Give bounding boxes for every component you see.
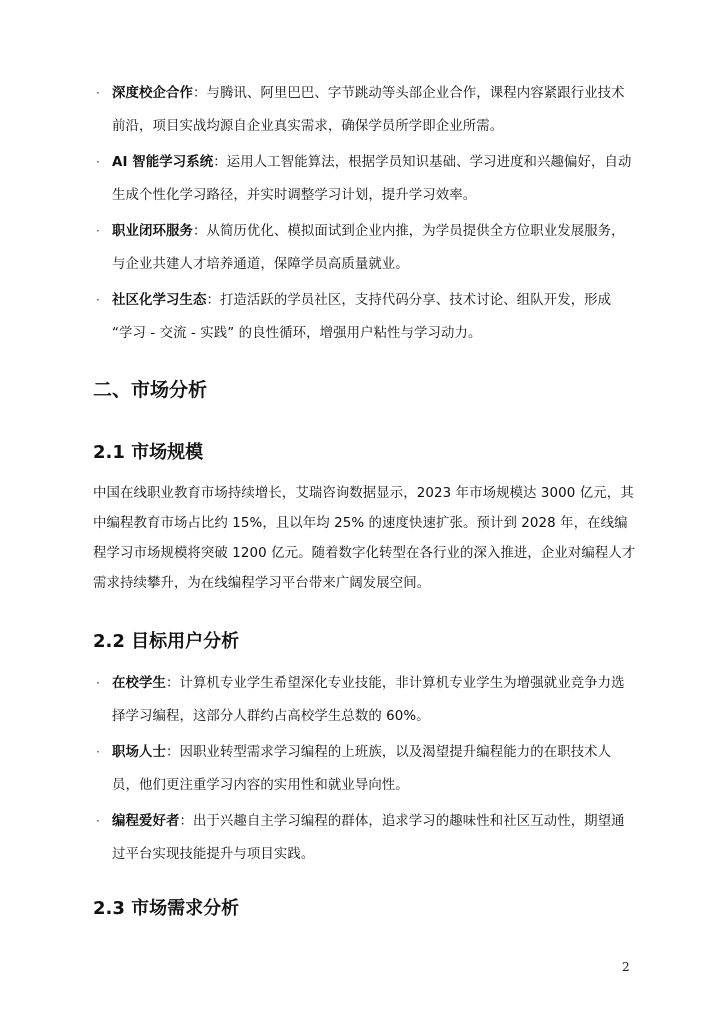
item-text: 打造活跃的学员社区，支持代码分享、技术讨论、组队开发，形成 “学习 - 交流 - 实践” 的良性循环，增强用户粘性与学习动力。	[112, 293, 612, 341]
bullet-icon: ·	[96, 224, 100, 238]
item-title: 职场人士	[112, 745, 166, 760]
market-size-paragraph: 中国在线职业教育市场持续增长，艾瑞咨询数据显示，2023 年市场规模达 3000 亿元，其中编程教育市场占比约 15%，且以年均 25% 的速度快速扩张。预计到 2028 年，在线编程学习市场规模将突破 1200 亿元。随着数字化转型在各行业的深入推进，企业对编程人才需求持续攀升，为在线编程学习平台带来广阔发展空间。	[93, 486, 636, 591]
page-number: 2	[622, 960, 630, 974]
list-item: · 深度校企合作：与腾讯、阿里巴巴、字节跳动等头部企业合作，课程内容紧跟行业技术前沿，项目实战均源自企业真实需求，确保学员所学即企业所需。	[96, 77, 636, 143]
section-title: 二、市场分析	[93, 379, 208, 401]
list-item: · 职场人士：因职业转型需求学习编程的上班族，以及渴望提升编程能力的在职技术人员，他们更注重学习内容的实用性和就业导向性。	[96, 736, 636, 802]
market-size-heading: 2.1 市场规模	[93, 442, 204, 463]
item-title: 在校学生	[112, 676, 166, 691]
bullet-icon: ·	[96, 676, 100, 690]
demand-heading: 2.3 市场需求分析	[93, 898, 240, 919]
list-item: · 社区化学习生态：打造活跃的学员社区，支持代码分享、技术讨论、组队开发，形成 “学习 - 交流 - 实践” 的良性循环，增强用户粘性与学习动力。	[96, 284, 636, 350]
target-users-list	[96, 667, 636, 874]
item-title: 职业闭环服务	[112, 224, 193, 239]
bullet-icon: ·	[96, 155, 100, 169]
item-text: 与腾讯、阿里巴巴、字节跳动等头部企业合作，课程内容紧跟行业技术前沿，项目实战均源自企业真实需求，确保学员所学即企业所需。	[112, 86, 625, 134]
bullet-icon: ·	[96, 814, 100, 828]
list-item: · 在校学生：计算机专业学生希望深化专业技能，非计算机专业学生为增强就业竞争力选择学习编程，这部分人群约占高校学生总数的 60%。	[96, 667, 636, 733]
item-title: 社区化学习生态	[112, 293, 207, 308]
feature-list	[96, 77, 636, 353]
item-text: 因职业转型需求学习编程的上班族，以及渴望提升编程能力的在职技术人员，他们更注重学习内容的实用性和就业导向性。	[112, 745, 612, 793]
item-title: 编程爱好者	[112, 814, 180, 829]
bullet-icon: ·	[96, 745, 100, 759]
target-users-heading: 2.2 目标用户分析	[93, 631, 240, 652]
item-title: 深度校企合作	[112, 86, 193, 101]
bullet-icon: ·	[96, 293, 100, 307]
list-item: · 编程爱好者：出于兴趣自主学习编程的群体，追求学习的趣味性和社区互动性，期望通过平台实现技能提升与项目实践。	[96, 805, 636, 871]
item-text: 从简历优化、模拟面试到企业内推，为学员提供全方位职业发展服务，与企业共建人才培养通道，保障学员高质量就业。	[112, 224, 625, 272]
bullet-icon: ·	[96, 86, 100, 100]
item-text: 计算机专业学生希望深化专业技能，非计算机专业学生为增强就业竞争力选择学习编程，这部分人群约占高校学生总数的 60%。	[112, 676, 625, 724]
item-text: 运用人工智能算法，根据学员知识基础、学习进度和兴趣偏好，自动生成个性化学习路径，并实时调整学习计划，提升学习效率。	[112, 155, 632, 203]
list-item: · AI 智能学习系统：运用人工智能算法，根据学员知识基础、学习进度和兴趣偏好，自动生成个性化学习路径，并实时调整学习计划，提升学习效率。	[96, 146, 636, 212]
item-text: 出于兴趣自主学习编程的群体，追求学习的趣味性和社区互动性，期望通过平台实现技能提升与项目实践。	[112, 814, 625, 862]
item-title: AI 智能学习系统	[112, 155, 214, 170]
list-item: · 职业闭环服务：从简历优化、模拟面试到企业内推，为学员提供全方位职业发展服务，与企业共建人才培养通道，保障学员高质量就业。	[96, 215, 636, 281]
